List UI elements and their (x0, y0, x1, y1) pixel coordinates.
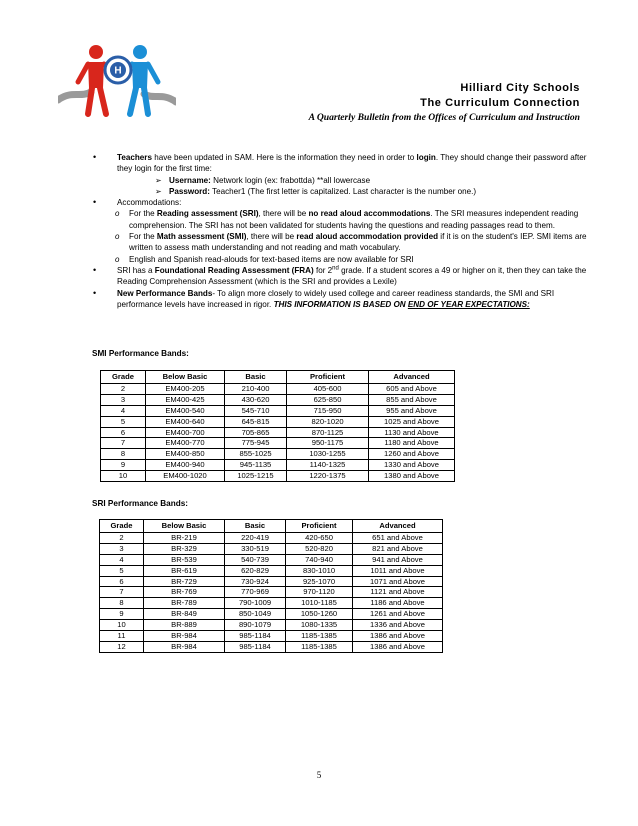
table-cell: 220-419 (225, 532, 286, 543)
table-cell: 7 (100, 587, 144, 598)
table-cell: 12 (100, 641, 144, 652)
table-cell: 890-1079 (225, 620, 286, 631)
table-cell: 10 (100, 620, 144, 631)
table-cell: EM400-640 (146, 416, 225, 427)
table-cell: 210-400 (225, 383, 287, 394)
table-row (101, 405, 455, 416)
table-cell: 430-620 (225, 394, 287, 405)
list-item: o For the Math assessment (SMI), there will be read aloud accommodation provided if it is on the student's IEP. SMI items are written to assess math understanding and not reading and math vocabulary. (92, 231, 587, 254)
table-cell: 1010-1185 (286, 598, 353, 609)
table-cell: EM400-940 (146, 460, 225, 471)
table-cell: 715-950 (287, 405, 369, 416)
table-cell: 1025 and Above (369, 416, 455, 427)
table-cell: 1386 and Above (353, 631, 443, 642)
table-cell: 1180 and Above (369, 438, 455, 449)
table-row (101, 438, 455, 449)
table-cell: BR-984 (144, 641, 225, 652)
bulletin-content (92, 152, 587, 653)
table-cell: 10 (101, 471, 146, 482)
table-cell: BR-219 (144, 532, 225, 543)
table-row (100, 598, 443, 609)
connection-logo (58, 38, 176, 126)
list-item: ➢ Username: Network login (ex: frabottda) **all lowercase (92, 175, 587, 186)
table-cell: 705-865 (225, 427, 287, 438)
table-row (100, 641, 443, 652)
table-cell: BR-539 (144, 554, 225, 565)
table-cell: 2 (100, 532, 144, 543)
table-cell: 3 (101, 394, 146, 405)
school-name: Hilliard City Schools (460, 82, 580, 94)
table-header-cell: Proficient (286, 520, 353, 533)
table-cell: 850-1049 (225, 609, 286, 620)
table-cell: 950-1175 (287, 438, 369, 449)
table-cell: 1260 and Above (369, 449, 455, 460)
table-cell: EM400-425 (146, 394, 225, 405)
list-item: o English and Spanish read-alouds for text-based items are now available for SRI (92, 254, 587, 265)
table-cell: 5 (101, 416, 146, 427)
table-cell: 545-710 (225, 405, 287, 416)
table-cell: BR-619 (144, 565, 225, 576)
table-cell: 6 (100, 576, 144, 587)
table-header-cell: Basic (225, 371, 287, 384)
table-cell: 855 and Above (369, 394, 455, 405)
table-cell: 1130 and Above (369, 427, 455, 438)
table-cell: 941 and Above (353, 554, 443, 565)
page-number: 5 (316, 770, 322, 780)
table-row (100, 609, 443, 620)
table-cell: BR-789 (144, 598, 225, 609)
table-row (101, 416, 455, 427)
table-cell: 520-820 (286, 543, 353, 554)
table-cell: BR-329 (144, 543, 225, 554)
table-cell: 420-650 (286, 532, 353, 543)
table-cell: 1080-1335 (286, 620, 353, 631)
list-item: • Accommodations: (92, 197, 587, 208)
table-header-cell: Grade (100, 520, 144, 533)
table-header-cell: Grade (101, 371, 146, 384)
table-cell: 790-1009 (225, 598, 286, 609)
table-cell: 1261 and Above (353, 609, 443, 620)
table-header-cell: Advanced (353, 520, 443, 533)
table-cell: 1380 and Above (369, 471, 455, 482)
list-item: ➢ Password: Teacher1 (The first letter is capitalized. Last character is the number one.) (92, 186, 587, 197)
table-cell: 330-519 (225, 543, 286, 554)
table-cell: 985-1184 (225, 631, 286, 642)
table-cell: 775-945 (225, 438, 287, 449)
table-row (100, 565, 443, 576)
table-cell: 855-1025 (225, 449, 287, 460)
table-cell: 2 (101, 383, 146, 394)
table-cell: 1071 and Above (353, 576, 443, 587)
table-row (100, 532, 443, 543)
table-cell: 870-1125 (287, 427, 369, 438)
table-cell: 740-940 (286, 554, 353, 565)
sri-performance-table (99, 519, 443, 652)
table-cell: BR-769 (144, 587, 225, 598)
list-item: • Teachers have been updated in SAM. Here is the information they need in order to login. They should change their password after they login for the first time: (92, 152, 587, 175)
table-cell: 11 (100, 631, 144, 642)
table-row (101, 471, 455, 482)
table-cell: 5 (100, 565, 144, 576)
list-item: o For the Reading assessment (SRI), there will be no read aloud accommodations. The SRI measures independent reading comprehension. The SRI has not been validated for students having the questions and reading passages read to them. (92, 208, 587, 231)
table-cell: 4 (101, 405, 146, 416)
table-cell: BR-889 (144, 620, 225, 631)
table-cell: EM400-540 (146, 405, 225, 416)
table-cell: 925-1070 (286, 576, 353, 587)
table-header-cell: Below Basic (146, 371, 225, 384)
table-cell: 955 and Above (369, 405, 455, 416)
table-cell: 1220-1375 (287, 471, 369, 482)
table-cell: 1050-1260 (286, 609, 353, 620)
table-cell: 821 and Above (353, 543, 443, 554)
table-cell: 9 (101, 460, 146, 471)
table-cell: 970-1120 (286, 587, 353, 598)
table-cell: 1121 and Above (353, 587, 443, 598)
table-cell: 770-969 (225, 587, 286, 598)
table-row (100, 576, 443, 587)
table-row (100, 543, 443, 554)
table-cell: 405-600 (287, 383, 369, 394)
table-row (101, 460, 455, 471)
table-cell: EM400-700 (146, 427, 225, 438)
table-cell: 645-815 (225, 416, 287, 427)
table-cell: 1011 and Above (353, 565, 443, 576)
connection-logo-icon (58, 38, 176, 126)
table-cell: 9 (100, 609, 144, 620)
table-cell: 1185-1385 (286, 641, 353, 652)
table-cell: EM400-850 (146, 449, 225, 460)
table-cell: 625-850 (287, 394, 369, 405)
table-cell: 1140-1325 (287, 460, 369, 471)
bulletin-tagline: A Quarterly Bulletin from the Offices of Curriculum and Instruction (308, 112, 580, 123)
table-cell: EM400-1020 (146, 471, 225, 482)
table-cell: 1025-1215 (225, 471, 287, 482)
table-row (100, 587, 443, 598)
table-cell: 730-924 (225, 576, 286, 587)
table-row (101, 383, 455, 394)
table-row (100, 620, 443, 631)
table-header-cell: Basic (225, 520, 286, 533)
table-header-cell: Below Basic (144, 520, 225, 533)
table-cell: 985-1184 (225, 641, 286, 652)
smi-section-title: SMI Performance Bands: (92, 349, 189, 359)
table-cell: 7 (101, 438, 146, 449)
table-cell: EM400-205 (146, 383, 225, 394)
table-cell: 830-1010 (286, 565, 353, 576)
table-cell: 8 (101, 449, 146, 460)
table-cell: 620-829 (225, 565, 286, 576)
table-cell: 1185-1385 (286, 631, 353, 642)
table-cell: 820-1020 (287, 416, 369, 427)
table-cell: 1336 and Above (353, 620, 443, 631)
table-cell: 1186 and Above (353, 598, 443, 609)
table-cell: 6 (101, 427, 146, 438)
smi-performance-table (100, 370, 455, 482)
table-cell: 1030-1255 (287, 449, 369, 460)
list-item: • New Performance Bands- To align more closely to widely used college and career readiness standards, the SMI and SRI performance levels have increased in rigor. THIS INFORMATION IS BASED ON END OF YEAR EXPECTATIONS: (92, 288, 587, 311)
table-cell: 540-739 (225, 554, 286, 565)
sri-section-title: SRI Performance Bands: (92, 499, 189, 509)
table-header-cell: Advanced (369, 371, 455, 384)
table-row (100, 554, 443, 565)
table-cell: 651 and Above (353, 532, 443, 543)
table-cell: 1386 and Above (353, 641, 443, 652)
table-header-cell: Proficient (287, 371, 369, 384)
table-row (101, 449, 455, 460)
table-cell: EM400-770 (146, 438, 225, 449)
list-item: • SRI has a Foundational Reading Assessment (FRA) for 2nd grade. If a student scores a 49 or higher on it, then they can take the Reading Comprehension Assessment (which is the SRI and provides a Lexile) (92, 265, 587, 288)
table-row (100, 631, 443, 642)
table-cell: 945-1135 (225, 460, 287, 471)
table-cell: BR-984 (144, 631, 225, 642)
table-cell: BR-729 (144, 576, 225, 587)
bulletin-title: The Curriculum Connection (420, 97, 580, 109)
table-cell: 605 and Above (369, 383, 455, 394)
table-row (101, 427, 455, 438)
table-cell: BR-849 (144, 609, 225, 620)
table-cell: 8 (100, 598, 144, 609)
table-cell: 4 (100, 554, 144, 565)
svg-text:H: H (114, 65, 122, 77)
table-cell: 1330 and Above (369, 460, 455, 471)
table-cell: 3 (100, 543, 144, 554)
table-row (101, 394, 455, 405)
